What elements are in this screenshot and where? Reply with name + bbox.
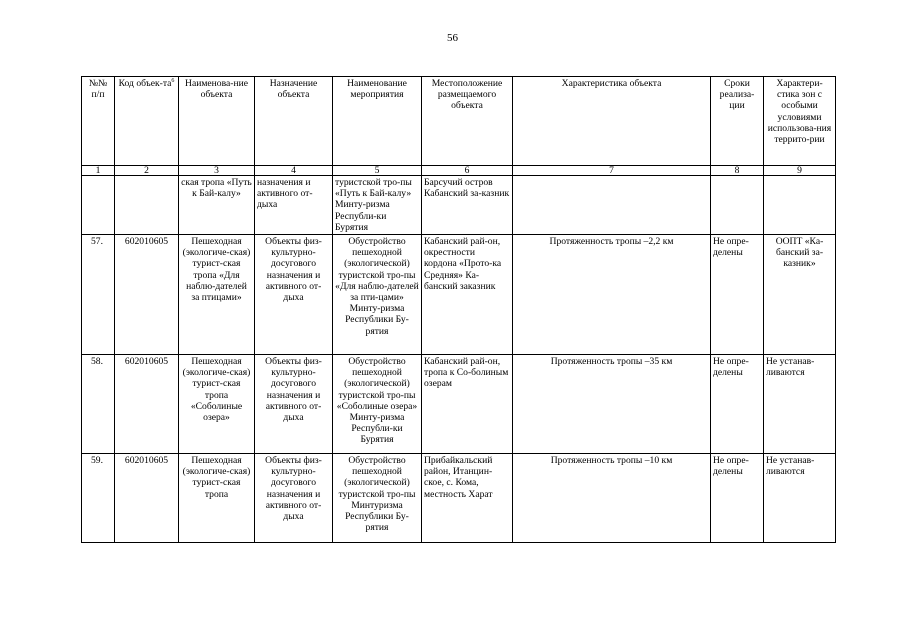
row-location: Прибайкальский район, Итанцин-ское, с. Кома, местность Харат [422,454,513,543]
row-code: 602010605 [115,454,179,543]
row-location: Барсучий остров Кабанский за-казник [422,176,513,235]
row-terms [711,176,764,235]
column-number: 8 [711,166,764,176]
column-number: 7 [513,166,711,176]
row-terms: Не опре-делены [711,355,764,454]
header-event-name: Наименование мероприятия [333,77,422,166]
row-event: туристской тро-пы «Путь к Бай-калу» Минту-ризма Республи-ки Бурятия [333,176,422,235]
row-location: Кабанский рай-он, окрестности кордона «Прото-ка Средняя» Ка-банский заказник [422,235,513,355]
table-row [82,176,836,235]
header-number: №№ п/п [82,77,115,166]
column-number: 2 [115,166,179,176]
row-location: Кабанский рай-он, тропа к Со-болиным озерам [422,355,513,454]
row-characteristic [513,176,711,235]
header-object-code [115,77,179,166]
header-zones: Характери-стика зон с особыми условиями использова-ния террито-рии [764,77,836,166]
column-number: 5 [333,166,422,176]
row-name: Пешеходная (экологиче-ская) турист-ская тропа «Соболиные озера» [179,355,255,454]
row-code: 602010605 [115,355,179,454]
row-purpose: Объекты физ-культурно-досугового назначения и активного от-дыха [255,454,333,543]
header-location: Местоположение размещаемого объекта [422,77,513,166]
column-number: 1 [82,166,115,176]
row-name: Пешеходная (экологиче-ская) турист-ская тропа [179,454,255,543]
row-name: ская тропа «Путь к Бай-калу» [179,176,255,235]
row-purpose: назначения и активного от-дыха [255,176,333,235]
row-terms: Не опре-делены [711,235,764,355]
row-event: Обустройство пешеходной (экологической) туристской тро-пы «Для наблю-дателей за пти-цами» Минту-ризма Республики Бу-рятия [333,235,422,355]
header-characteristic: Характеристика объекта [513,77,711,166]
row-code: 602010605 [115,235,179,355]
row-event: Обустройство пешеходной (экологической) туристской тро-пы Минтуризма Республики Бу-рятия [333,454,422,543]
column-number-row [82,166,836,176]
row-name: Пешеходная (экологиче-ская) турист-ская тропа «Для наблю-дателей за птицами» [179,235,255,355]
column-number: 3 [179,166,255,176]
column-number: 6 [422,166,513,176]
header-object-name: Наименова-ние объекта [179,77,255,166]
row-zones: ООПТ «Ка-банский за-казник» [764,235,836,355]
page-number: 56 [447,32,458,44]
row-zones: Не устанав-ливаются [764,355,836,454]
row-purpose: Объекты физ-культурно-досугового назначения и активного от-дыха [255,355,333,454]
table-row [82,235,836,355]
row-number: 57. [82,235,115,355]
row-zones: Не устанав-ливаются [764,454,836,543]
row-number [82,176,115,235]
row-event: Обустройство пешеходной (экологической) туристской тро-пы «Соболиные озера» Минту-ризма Республи-ки Бурятия [333,355,422,454]
footnote-marker: 6 [171,77,175,84]
row-characteristic: Протяженность тропы –10 км [513,454,711,543]
column-number: 9 [764,166,836,176]
header-object-code-text: Код объек-та [118,78,172,89]
table-row [82,454,836,543]
header-object-purpose: Назначение объекта [255,77,333,166]
table-row [82,355,836,454]
table-header-row [82,77,836,166]
row-terms: Не опре-делены [711,454,764,543]
column-number: 4 [255,166,333,176]
objects-table [81,76,836,543]
row-characteristic: Протяженность тропы –2,2 км [513,235,711,355]
row-code [115,176,179,235]
row-zones [764,176,836,235]
header-terms: Сроки реализа-ции [711,77,764,166]
row-purpose: Объекты физ-культурно-досугового назначения и активного от-дыха [255,235,333,355]
row-number: 58. [82,355,115,454]
row-characteristic: Протяженность тропы –35 км [513,355,711,454]
row-number: 59. [82,454,115,543]
